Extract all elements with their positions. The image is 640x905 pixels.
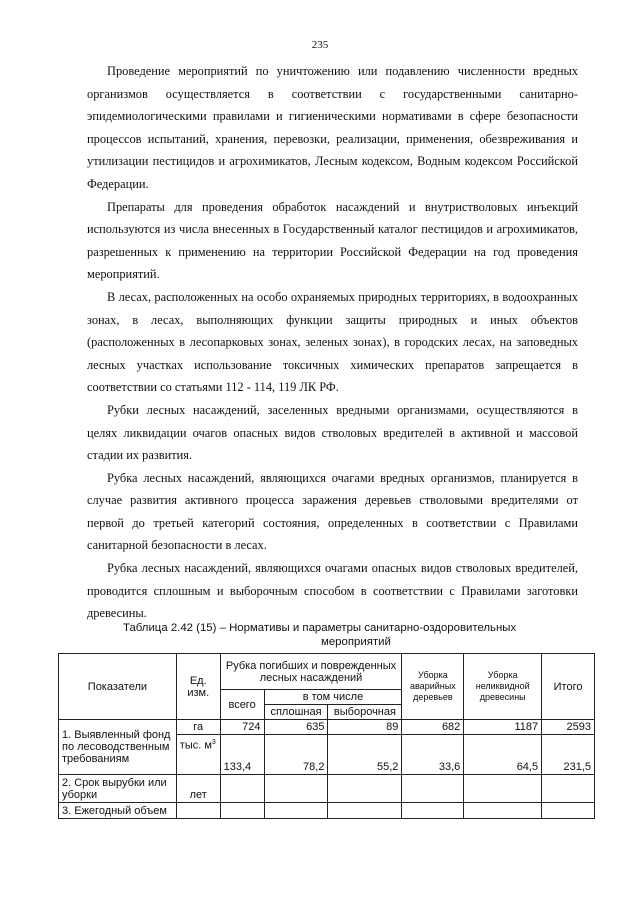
row1-b-emergency: 33,6 — [402, 735, 464, 775]
row1-a-sum: 2593 — [542, 720, 595, 735]
table-row — [59, 775, 595, 803]
row1-unit-m3-text: тыс. м — [179, 739, 212, 752]
table-row — [59, 803, 595, 819]
row1-b-total: 133,4 — [220, 735, 264, 775]
header-illiquid: Уборка неликвидной древесины — [464, 654, 542, 720]
body-text — [87, 60, 578, 625]
table-caption-line2: мероприятий — [321, 636, 391, 648]
header-total-all: всего — [220, 690, 264, 720]
header-felling: Рубка погибших и поврежденных лесных насаждений — [220, 654, 402, 690]
header-unit: Ед. изм. — [176, 654, 220, 720]
row1-b-selective: 55,2 — [328, 735, 402, 775]
paragraph-4: Рубки лесных насаждений, заселенных вредными организмами, осуществляются в целях ликвидации очагов опасных видов стволовых вредителей в активной и массовой стадии их развития. — [87, 402, 578, 463]
paragraph-3: В лесах, расположенных на особо охраняемых природных территориях, в водоохранных зонах, в лесах, выполняющих функции защиты природных и иных объектов (расположенных в лесопарковых зонах, зеленых зонах), в городских лесах, на заповедных лесных участках использование токсичных химических препаратов запрещается в соответствии со статьями 112 - 114, 119 ЛК РФ. — [87, 289, 578, 395]
row1-b-clear: 78,2 — [264, 735, 328, 775]
paragraph-6: Рубка лесных насаждений, являющихся очагами опасных видов стволовых вредителей, проводится сплошным и выборочным способом в соответствии с Правилами заготовки древесины. — [87, 561, 578, 621]
row2-cell-6 — [542, 775, 595, 803]
row2-cell-4 — [402, 775, 464, 803]
row3-cell-0 — [176, 803, 220, 819]
row1-unit-ha: га — [176, 720, 220, 735]
row3-label: 3. Ежегодный объем — [59, 803, 177, 819]
row1-a-clear: 635 — [264, 720, 328, 735]
header-including: в том числе — [264, 690, 402, 705]
row3-cell-3 — [328, 803, 402, 819]
row2-cell-2 — [264, 775, 328, 803]
row3-cell-1 — [220, 803, 264, 819]
row3-cell-2 — [264, 803, 328, 819]
row1-unit-m3 — [176, 735, 220, 775]
table-row — [59, 720, 595, 735]
table-caption-line1: Таблица 2.42 (15) – Нормативы и параметры санитарно-оздоровительных — [123, 622, 517, 634]
row1-a-selective: 89 — [328, 720, 402, 735]
row2-unit: лет — [176, 775, 220, 803]
row1-a-illiquid: 1187 — [464, 720, 542, 735]
row3-cell-4 — [402, 803, 464, 819]
row2-label: 2. Срок вырубки или уборки — [59, 775, 177, 803]
row3-cell-6 — [542, 803, 595, 819]
header-total: Итого — [542, 654, 595, 720]
header-emergency: Уборка аварийных деревьев — [402, 654, 464, 720]
table-caption — [87, 621, 578, 649]
row2-cell-1 — [220, 775, 264, 803]
row1-b-sum: 231,5 — [542, 735, 595, 775]
row1-label: 1. Выявленный фонд по лесоводственным требованиям — [59, 720, 177, 775]
paragraph-2: Препараты для проведения обработок насаждений и внутристволовых инъекций используются из числа внесенных в Государственный каталог пестицидов и агрохимикатов, разрешенных к применению на территории Российской Федерации на год проведения мероприятий. — [87, 199, 578, 282]
row2-cell-3 — [328, 775, 402, 803]
row3-cell-5 — [464, 803, 542, 819]
page-number: 235 — [311, 39, 329, 51]
norms-table — [58, 653, 595, 819]
row1-a-emergency: 682 — [402, 720, 464, 735]
row1-a-total: 724 — [220, 720, 264, 735]
header-clear: сплошная — [264, 705, 328, 720]
paragraph-5: Рубка лесных насаждений, являющихся очагами вредных организмов, планируется в случае развития активного процесса заражения деревьев стволовыми вредителями от первой до третьей категорий состояния, определенных в соответствии с Правилами санитарной безопасности в лесах. — [87, 470, 578, 553]
header-selective: выборочная — [328, 705, 402, 720]
row2-cell-5 — [464, 775, 542, 803]
header-indicators: Показатели — [59, 654, 177, 720]
paragraph-1: Проведение мероприятий по уничтожению или подавлению численности вредных организмов осуществляется в соответствии с государственными санитарно-эпидемиологическими правилами и гигиеническими нормативами в сфере безопасности процессов испытаний, хранения, перевозки, реализации, применения, обезвреживания и утилизации пестицидов и агрохимикатов, Лесным кодексом, Водным кодексом Российской Федерации. — [87, 64, 578, 191]
row1-unit-m3-sup: 3 — [211, 739, 216, 746]
row1-b-illiquid: 64,5 — [464, 735, 542, 775]
